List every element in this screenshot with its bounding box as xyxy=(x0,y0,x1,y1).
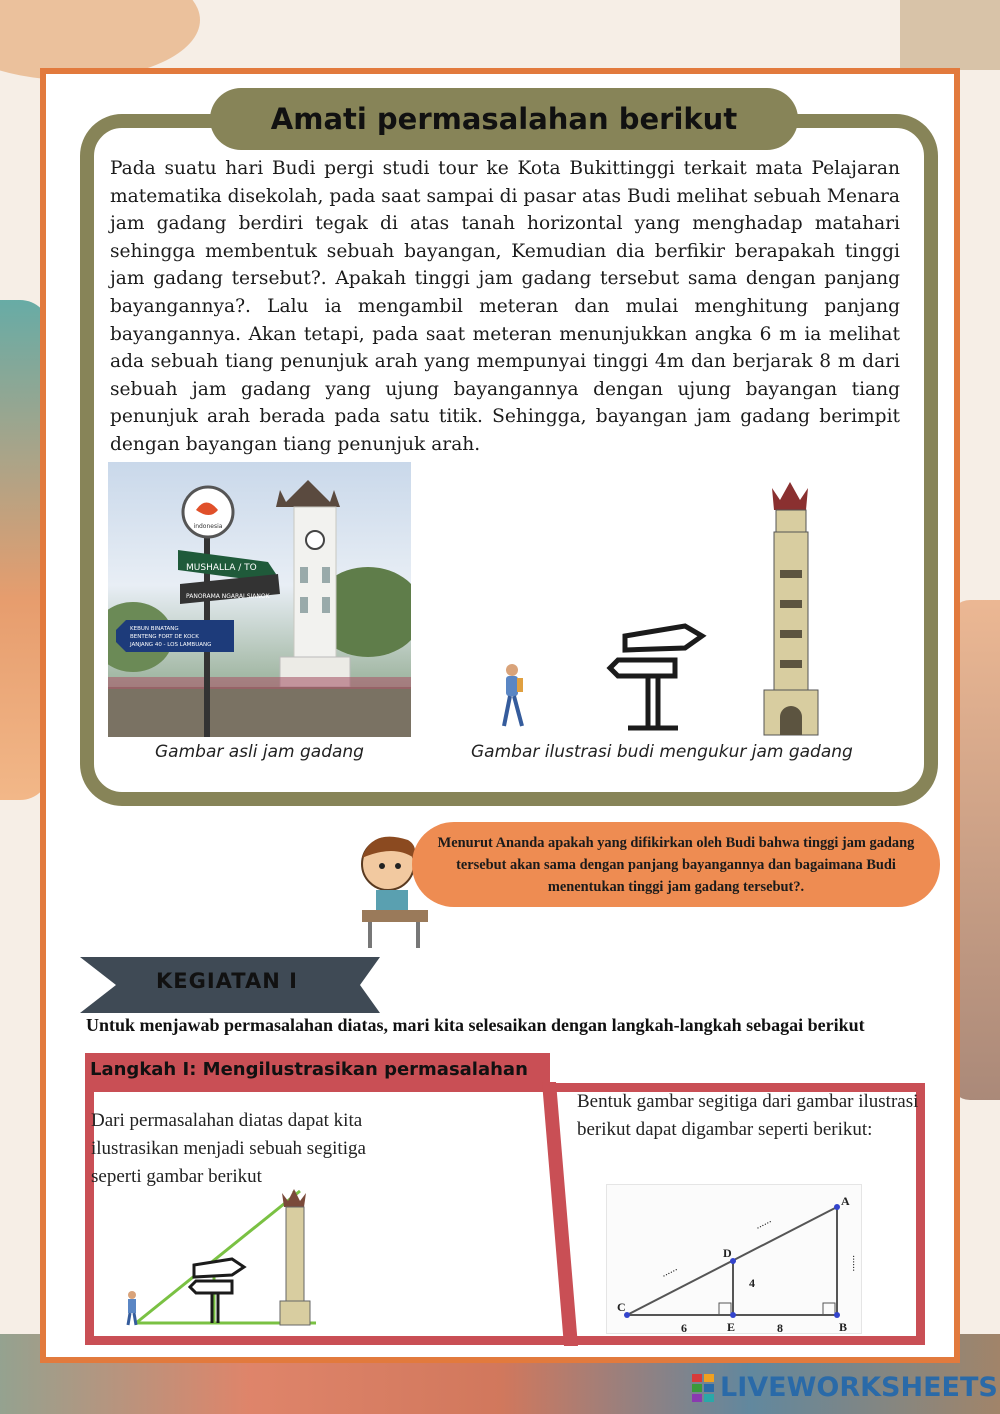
point-label-a: A xyxy=(841,1194,850,1208)
direction-sign-icon xyxy=(190,1259,244,1323)
illustration-budi-measuring xyxy=(480,470,860,740)
clock-tower-icon xyxy=(764,482,818,735)
jam-gadang-photo xyxy=(108,462,411,737)
point-label-d: D xyxy=(723,1246,732,1260)
point-label-e: E xyxy=(727,1320,736,1334)
question-bubble: Menurut Ananda apakah yang difikirkan oleh Budi bahwa tinggi jam gadang tersebut akan sama dengan panjang bayangannya dan bagaimana Budi menentukan tinggi jam gadang tersebut?. xyxy=(412,822,940,907)
dots-da: ...... xyxy=(752,1213,774,1232)
triangle-diagram xyxy=(606,1184,862,1334)
liveworksheets-icon xyxy=(692,1374,716,1402)
background-decoration xyxy=(900,0,1000,70)
sign-text: MUSHALLA / TO xyxy=(186,563,257,573)
liveworksheets-text: LIVEWORKSHEETS xyxy=(720,1372,998,1403)
point-label-b: B xyxy=(839,1320,848,1334)
illustration-caption: Gambar ilustrasi budi mengukur jam gadang xyxy=(471,742,853,762)
label-de: 4 xyxy=(749,1276,755,1290)
sign-text: BENTENG FORT DE KOCK xyxy=(130,634,199,640)
kegiatan-banner xyxy=(80,957,380,1013)
boy-icon xyxy=(128,1291,136,1325)
triangle-illustration xyxy=(120,1183,330,1333)
dots-cd: ...... xyxy=(658,1261,680,1280)
story-text: Pada suatu hari Budi pergi studi tour ke Kota Bukittinggi terkait mata Pelajaran matematika disekolah, pada saat sampai di pasar atas Budi melihat sebuah Menara jam gadang berdiri tegak di atas tanah horizontal yang menghadap matahari sehingga membentuk sebuah bayangan, Kemudian dia berfikir berapakah tinggi jam gadang tersebut?. Apakah tinggi jam gadang tersebut sama dengan panjang bayangannya?. Lalu ia mengambil meteran dan mulai menghitung panjang bayangannya. Akan tetapi, pada saat meteran menunjukkan angka 6 m ia melihat ada sebuah tiang penunjuk arah yang mempunyai tinggi 4m dan berjarak 8 m dari sebuah jam gadang yang ujung bayangannya dengan ujung bayangan tiang penunjuk arah berada pada satu titik. Sehingga, bayangan jam gadang berimpit dengan bayangan tiang penunjuk arah. xyxy=(110,158,900,455)
sign-logo-text: indonesia xyxy=(193,523,223,530)
kegiatan-label: KEGIATAN I xyxy=(156,969,298,993)
boy-icon xyxy=(504,664,523,726)
photo-caption: Gambar asli jam gadang xyxy=(155,742,364,762)
sign-text: KEBUN BINATANG xyxy=(130,626,179,632)
kegiatan-instruction: Untuk menjawab permasalahan diatas, mari kita selesaikan dengan langkah-langkah sebagai berikut xyxy=(86,1015,865,1035)
langkah-right-text: Bentuk gambar segitiga dari gambar ilustrasi berikut dapat digambar seperti berikut: xyxy=(577,1091,919,1140)
observation-title: Amati permasalahan berikut xyxy=(210,88,798,150)
langkah-left-text: Dari permasalahan diatas dapat kita ilustrasikan menjadi sebuah segitiga seperti gambar berikut xyxy=(91,1110,366,1187)
direction-sign-icon xyxy=(610,626,702,728)
clock-tower-icon xyxy=(280,1189,310,1325)
langkah-title: Langkah I: Mengilustrasikan permasalahan xyxy=(85,1053,550,1086)
label-eb: 8 xyxy=(777,1321,783,1335)
point-label-c: C xyxy=(617,1300,626,1314)
langkah-divider xyxy=(542,1082,578,1346)
label-ce: 6 xyxy=(681,1321,687,1335)
sign-text: JANJANG 40 - LOS LAMBUANG xyxy=(130,642,212,648)
dots-ab: ...... xyxy=(850,1255,862,1272)
liveworksheets-logo xyxy=(692,1372,998,1403)
sign-text: PANORAMA NGARAI SIANOK xyxy=(186,593,270,600)
